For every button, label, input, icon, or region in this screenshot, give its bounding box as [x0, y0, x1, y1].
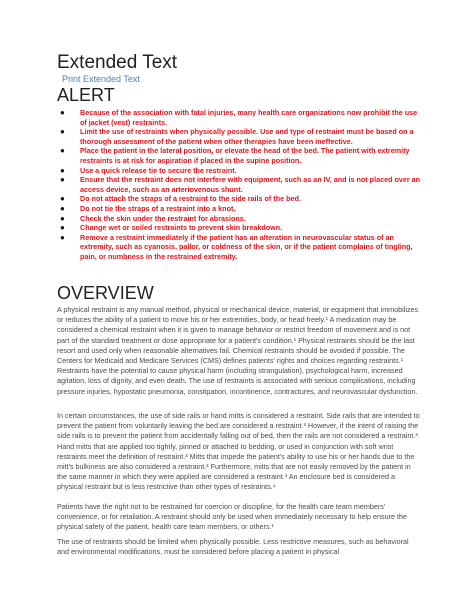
alert-list	[60, 108, 424, 262]
bullet-icon: ●	[60, 146, 65, 156]
bullet-icon: ●	[60, 194, 65, 204]
alert-item: ● Use a quick release tie to secure the restraint.	[60, 165, 237, 175]
page-title: Extended Text	[57, 52, 178, 73]
alert-item: ● Do not tie the straps of a restraint into a knot.	[60, 203, 236, 213]
overview-paragraph: A physical restraint is any manual method, physical or mechanical device, material, or equipment that immobilizes or reduces the ability of a patient to move his or her extremities, body, or head freely.¹ A medication may be considered a chemical restraint when it is given to manage behavior or restrict freedom of movement and is not part of the standard treatment or dose appropriate for a patient's condition.¹ Physical restraints should be the last resort and used only when reasonable alternatives fail. Chemical restraints should be avoided if possible. The Centers for Medicaid and Medicare Services (CMS) defines patients' rights and choices regarding restraints.¹ Restraints have the potential to cause physical harm (including strangulation), psychological harm, increased agitation, loss of dignity, and even death. The use of restraints is associated with serious complications, including pressure injuries, hypostatic pneumonia, constipation, incontinence, contractures, and neurovascular dysfunction.	[57, 305, 419, 396]
alert-item: ● Because of the association with fatal injuries, many health care organizations now prohibit the use of jacket (vest) restraints.	[60, 108, 418, 127]
print-extended-text-link[interactable]: Print Extended Text	[62, 74, 140, 84]
alert-item: ● Remove a restraint immediately if the patient has an alteration in neurovascular status of an extremity, such as cyanosis, pallor, or coldness of the skin, or if the patient complains of tingling, pain, or numbness in the restrained extremity.	[60, 232, 413, 261]
overview-heading: OVERVIEW	[57, 283, 154, 303]
alert-item: ● Do not attach the straps of a restraint to the side rails of the bed.	[60, 194, 301, 204]
alert-item: ● Ensure that the restraint does not interfere with equipment, such as an IV, and is not placed over an access device, such as an arteriovenous shunt.	[60, 175, 421, 194]
bullet-icon: ●	[60, 175, 65, 185]
alert-item: ● Place the patient in the lateral position, or elevate the head of the bed. The patient with extremity restraints is at risk for aspiration if placed in the supine position.	[60, 146, 410, 165]
alert-heading: ALERT	[57, 85, 115, 105]
alert-item: ● Change wet or soiled restraints to prevent skin breakdown.	[60, 223, 283, 233]
bullet-icon: ●	[60, 223, 65, 233]
overview-paragraph: Patients have the right not to be restrained for coercion or discipline, for the health care team members' convenience, or for retaliation. A restraint should only be used when immediately necessary to help ensure the physical safety of the patient, health care team members, or others.¹	[57, 502, 407, 532]
bullet-icon: ●	[60, 108, 65, 117]
bullet-icon: ●	[60, 127, 65, 137]
bullet-icon: ●	[60, 165, 65, 175]
bullet-icon: ●	[60, 213, 65, 223]
overview-paragraph: In certain circumstances, the use of side rails or hand mitts is considered a restraint. Side rails that are intended to prevent the patient from voluntarily leaving the bed are considered a restraint.³ However, if the intent of raising the side rails is to prevent the patient from accidentally falling out of bed, then the rails are not considered a restraint.³ Hand mitts that are applied too tightly, pinned or attached to bedding, or used in conjunction with soft wrist restraints meet the definition of restraint.³ Mitts that impede the patient's ability to use his or her hands due to the mitt's bulkiness are also considered a restraint.³ Furthermore, mitts that are not easily removed by the patient in the same manner in which they were applied are considered a restraint.³ An enclosure bed is considered a physical restraint but is less restrictive than other types of restraints.⁴	[57, 411, 420, 492]
bullet-icon: ●	[60, 203, 65, 213]
bullet-icon: ●	[60, 232, 65, 242]
alert-item: ● Check the skin under the restraint for abrasions.	[60, 213, 246, 223]
overview-paragraph: The use of restraints should be limited when physically possible. Less restrictive measures, such as behavioral and environmental modifications, must be considered before placing a patient in physical	[57, 537, 409, 557]
alert-item: ● Limit the use of restraints when physically possible. Use and type of restraint must be based on a thorough assessment of the patient when other therapies have been ineffective.	[60, 127, 414, 146]
